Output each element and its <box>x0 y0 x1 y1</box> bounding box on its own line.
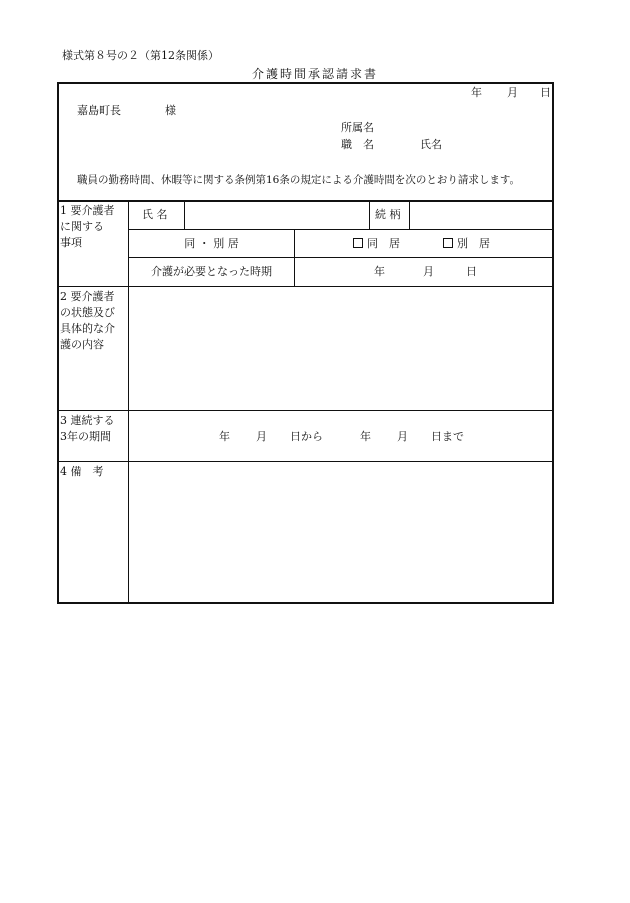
option-separate[interactable] <box>443 237 490 251</box>
remarks-field[interactable] <box>129 462 552 602</box>
option-cohabit-label: 同 居 <box>367 237 400 250</box>
department-label: 所属名 <box>341 121 374 134</box>
date-month-label: 月 <box>507 86 518 99</box>
care-recipient-name-label: 氏 名 <box>142 208 168 221</box>
period-from-month-label: 月 <box>256 430 267 443</box>
applicant-name-label: 氏名 <box>420 138 442 151</box>
relation-left-divider <box>369 201 370 229</box>
care-need-year-label: 年 <box>374 265 385 278</box>
addressee-name: 嘉島町長 <box>77 104 121 117</box>
option-cohabit[interactable] <box>353 237 400 251</box>
care-need-month-label: 月 <box>423 265 434 278</box>
period-to-day-label: 日まで <box>431 430 464 443</box>
form-number: 様式第８号の２（第12条関係） <box>62 49 219 62</box>
period-from-year-label: 年 <box>219 430 230 443</box>
cohabit-checkbox[interactable] <box>353 238 363 248</box>
care-need-day-label: 日 <box>466 265 477 278</box>
period-to-month-label: 月 <box>397 430 408 443</box>
cohabitation-label: 同 ・ 別 居 <box>184 237 239 250</box>
section1-label: 1 要介護者 に関する 事項 <box>60 204 115 249</box>
addressee-honorific: 様 <box>165 104 176 117</box>
position-label: 職 名 <box>341 138 374 151</box>
care-details-field[interactable] <box>129 287 552 409</box>
section1-row2-line <box>128 257 552 258</box>
relation-field[interactable] <box>410 202 552 228</box>
section3-label: 3 連続する 3年の期間 <box>60 414 115 443</box>
period-to-year-label: 年 <box>360 430 371 443</box>
relation-label: 続 柄 <box>375 208 401 221</box>
document-title: 介護時間承認請求書 <box>251 67 378 81</box>
period-from-day-label: 日から <box>290 430 323 443</box>
date-day-label: 日 <box>540 86 551 99</box>
date-year-label: 年 <box>471 86 482 99</box>
form-frame <box>57 82 554 604</box>
request-statement: 職員の勤務時間、休暇等に関する条例第16条の規定による介護時間を次のとおり請求します。 <box>77 174 521 186</box>
section1-row1-line <box>128 229 552 230</box>
section4-label: 4 備 考 <box>60 465 104 478</box>
option-separate-label: 別 居 <box>457 237 490 250</box>
section2-bottom-line <box>59 410 552 411</box>
care-need-time-label: 介護が必要となった時期 <box>151 265 272 278</box>
separate-checkbox[interactable] <box>443 238 453 248</box>
section2-label: 2 要介護者 の状態及び 具体的な介 護の内容 <box>60 290 115 351</box>
care-recipient-name-field[interactable] <box>185 202 368 228</box>
